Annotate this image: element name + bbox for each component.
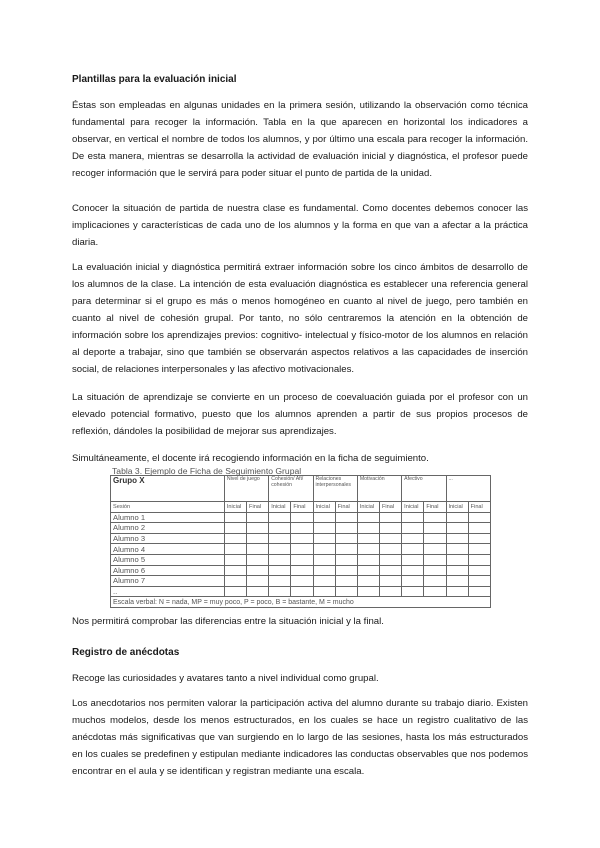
student-name: Alumno 3 — [111, 533, 225, 544]
table-row — [111, 554, 491, 565]
sub-header-final: Final — [247, 502, 269, 513]
paragraph-1: Éstas son empleadas en algunas unidades en la primera sesión, utilizando la observación como técnica fundamental para recoger la información. Tabla en la que aparecen en horizontal los indicadores a observar, en vertical el nombre de todos los alumnos, y por último una escala para recoger la información. De esta manera, mientras se desarrolla la actividad de evaluación inicial y diagnóstica, el profesor puede recoger información que le servirá para poder situar el punto de partida de la unidad. — [72, 100, 528, 179]
paragraph-3: La evaluación inicial y diagnóstica permitirá extraer información sobre los cinco ámbitos de desarrollo de los alumnos de la clase. La intención de esta evaluación diagnóstica es establecer una referencia general para determinar si el grupo es más o menos homogéneo en cuanto al nivel de juego, pero también en cuanto al nivel de cohesión grupal. Por tanto, no sólo centraremos la atención en la obtención de información sobre los aprendizajes previos: cognitivo- intelectual y físico-motor de los alumnos en relación al deporte a trabajar, sino que también se observarán aspectos relativos a las capacidades de inserción social, de relaciones interpersonales y las afectivo motivacionales. — [72, 262, 528, 375]
student-name: Alumno 5 — [111, 554, 225, 565]
dimension-header: Cohesión/ Afi/ cohesión — [269, 476, 313, 502]
table-row — [111, 533, 491, 544]
section-title-registro: Registro de anécdotas — [72, 647, 180, 658]
sub-header-final: Final — [424, 502, 446, 513]
student-name: Alumno 2 — [111, 523, 225, 534]
student-name: Alumno 1 — [111, 512, 225, 523]
session-label: Sesión — [111, 502, 225, 513]
group-label: Grupo X — [111, 476, 225, 502]
dimension-header: Afectivo — [402, 476, 446, 502]
sub-header-initial: Inicial — [269, 502, 291, 513]
table-row — [111, 544, 491, 555]
dimension-header: Motivación — [357, 476, 401, 502]
section-title-plantillas: Plantillas para la evaluación inicial — [72, 74, 237, 85]
sub-header-final: Final — [380, 502, 402, 513]
table-row — [111, 523, 491, 534]
sub-header-final: Final — [291, 502, 313, 513]
after-table-text: Nos permitirá comprobar las diferencias entre la situación inicial y la final. — [72, 616, 384, 627]
table-subheader-row — [111, 502, 491, 513]
student-name: .. — [111, 586, 225, 597]
table-row — [111, 565, 491, 576]
sub-header-final: Final — [335, 502, 357, 513]
paragraph-6: Recoge las curiosidades y avatares tanto a nivel individual como grupal. — [72, 673, 379, 684]
paragraph-5: Simultáneamente, el docente irá recogiendo información en la ficha de seguimiento. — [72, 453, 429, 464]
table-scale-row — [111, 597, 491, 608]
scale-legend: Escala verbal: N = nada, MP = muy poco, P = poco, B = bastante, M = mucho — [111, 597, 491, 608]
table-row — [111, 512, 491, 523]
paragraph-2: Conocer la situación de partida de nuestra clase es fundamental. Como docentes debemos conocer las implicaciones y características de cada uno de los alumnos y la forma en que van a afectar a la práctica diaria. — [72, 203, 528, 248]
table-row — [111, 586, 491, 597]
sub-header-initial: Inicial — [446, 502, 468, 513]
student-name: Alumno 4 — [111, 544, 225, 555]
table-caption: Tabla 3. Ejemplo de Ficha de Seguimiento Grupal — [112, 466, 302, 476]
student-name: Alumno 7 — [111, 576, 225, 587]
paragraph-7: Los anecdotarios nos permiten valorar la participación activa del alumno durante su trabajo diario. Existen muchos modelos, desde los menos estructurados, en los cuales se hace un registro cualitativo de las anécdotas más significativas que van surgiendo en lo largo de las sesiones, hasta los más estructurados en los cuales se predefinen y estipulan mediante indicadores las conductas observables que nos podemos encontrar en el aula y se identifican y registran mediante una escala. — [72, 698, 528, 777]
sub-header-final: Final — [468, 502, 490, 513]
sub-header-initial: Inicial — [402, 502, 424, 513]
tracking-table — [110, 475, 491, 608]
paragraph-4: La situación de aprendizaje se convierte en un proceso de coevaluación guiada por el profesor con un elevado potencial formativo, puesto que los alumnos aprenden a partir de sus propios procesos de reflexión, dándoles la posibilidad de mejorar sus aprendizajes. — [72, 392, 528, 437]
table-header-row — [111, 476, 491, 502]
sub-header-initial: Inicial — [357, 502, 379, 513]
dimension-header: ... — [446, 476, 491, 502]
sub-header-initial: Inicial — [224, 502, 246, 513]
student-name: Alumno 6 — [111, 565, 225, 576]
dimension-header: Relaciones interpersonales — [313, 476, 357, 502]
dimension-header: Nivel de juego — [224, 476, 268, 502]
table-row — [111, 576, 491, 587]
sub-header-initial: Inicial — [313, 502, 335, 513]
